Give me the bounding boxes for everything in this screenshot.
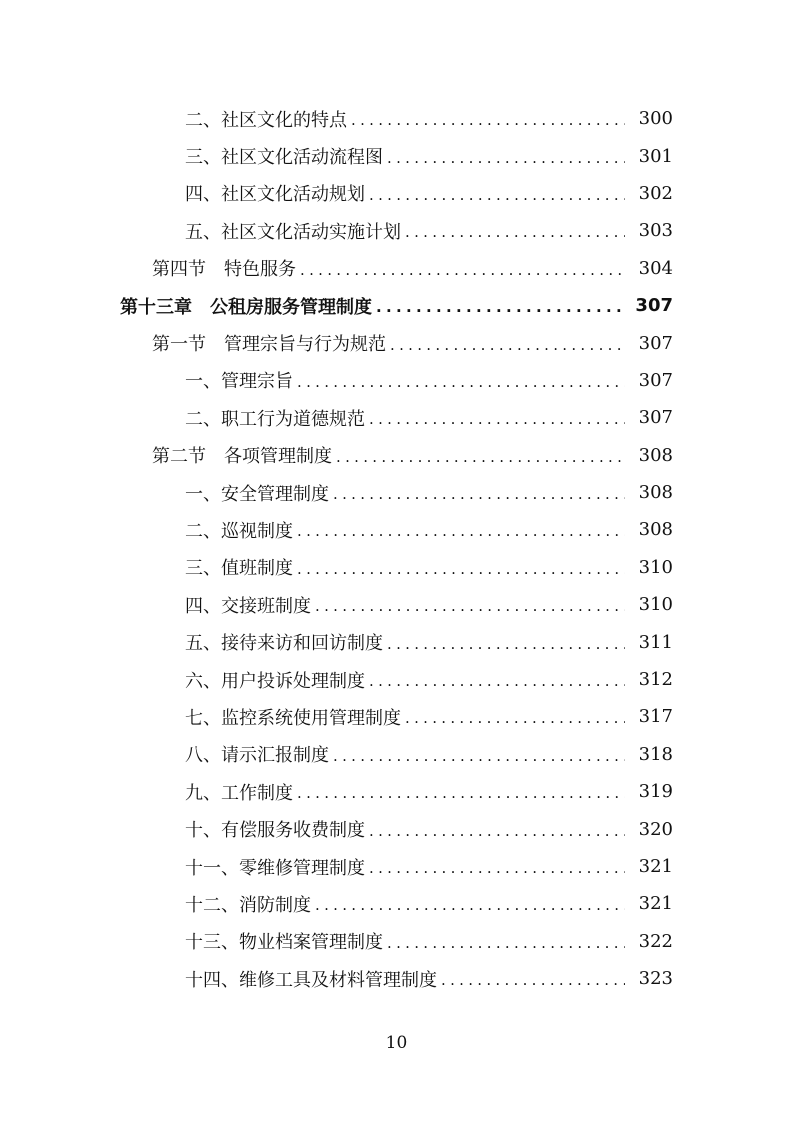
toc-dot-leader [351,108,625,129]
toc-entry[interactable] [0,212,793,249]
toc-dot-leader [369,407,625,428]
toc-dot-leader [297,519,625,540]
toc-dot-leader [405,706,625,727]
toc-entry-page: 307 [638,369,673,391]
toc-entry[interactable] [0,810,793,847]
toc-entry-page: 322 [638,930,673,952]
toc-entry[interactable] [0,399,793,436]
toc-dot-leader [387,931,625,952]
toc-entry-title: 三、值班制度 [185,558,293,580]
table-of-contents [0,100,793,997]
toc-entry-page: 319 [638,781,673,803]
toc-entry-title: 四、交接班制度 [185,595,311,617]
toc-entry-title: 十三、物业档案管理制度 [185,932,383,954]
toc-entry-title: 三、社区文化活动流程图 [185,147,383,169]
toc-entry-title: 一、安全管理制度 [185,483,329,505]
toc-entry-title: 第二节 各项管理制度 [152,446,332,468]
page-number: 10 [385,1033,408,1053]
toc-entry-title: 二、职工行为道德规范 [185,408,365,430]
toc-dot-leader [369,669,625,690]
toc-entry-page: 323 [638,968,673,990]
toc-entry-title: 五、接待来访和回访制度 [185,633,383,655]
toc-entry[interactable] [0,474,793,511]
toc-entry-title: 二、社区文化的特点 [185,109,347,131]
toc-dot-leader [297,557,625,578]
toc-entry-page: 303 [638,220,673,242]
toc-dot-leader [336,445,625,466]
toc-dot-leader [387,146,625,167]
toc-entry-title: 一、管理宗旨 [185,371,293,393]
toc-entry-page: 301 [638,145,673,167]
toc-dot-leader [297,370,625,391]
toc-entry-title: 第四节 特色服务 [152,259,296,281]
toc-entry-page: 318 [638,743,673,765]
toc-dot-leader [297,781,625,802]
toc-dot-leader [441,968,625,989]
toc-entry[interactable] [0,736,793,773]
toc-section-entry[interactable] [0,437,793,474]
toc-entry[interactable] [0,923,793,960]
toc-entry-page: 308 [638,444,673,466]
toc-entry[interactable] [0,773,793,810]
toc-entry-page: 307 [638,332,673,354]
toc-entry[interactable] [0,848,793,885]
toc-entry-page: 308 [638,519,673,541]
toc-dot-leader [315,893,625,914]
toc-entry-page: 310 [638,594,673,616]
toc-dot-leader [387,632,625,653]
toc-entry-title: 七、监控系统使用管理制度 [185,707,401,729]
toc-entry[interactable] [0,511,793,548]
toc-entry-page: 300 [638,108,673,130]
toc-entry[interactable] [0,623,793,660]
toc-entry-title: 九、工作制度 [185,782,293,804]
toc-entry-title: 八、请示汇报制度 [185,745,329,767]
toc-entry-page: 321 [638,856,673,877]
toc-chapter-entry[interactable] [0,287,793,324]
toc-entry-title: 十四、维修工具及材料管理制度 [185,969,437,991]
toc-entry-page: 307 [635,295,673,317]
toc-dot-leader [369,819,625,840]
toc-entry[interactable] [0,100,793,137]
toc-entry[interactable] [0,549,793,586]
toc-entry[interactable] [0,586,793,623]
toc-dot-leader [376,295,625,316]
toc-dot-leader [300,258,625,279]
toc-entry[interactable] [0,362,793,399]
toc-entry-page: 307 [638,407,673,429]
toc-entry[interactable] [0,960,793,997]
toc-section-entry[interactable] [0,324,793,361]
toc-entry[interactable] [0,885,793,922]
toc-entry[interactable] [0,698,793,735]
toc-dot-leader [333,744,625,765]
toc-entry-page: 308 [638,482,673,504]
toc-entry-page: 304 [638,257,673,279]
toc-entry-title: 第十三章 公租房服务管理制度 [120,296,372,318]
toc-entry[interactable] [0,661,793,698]
toc-entry-title: 五、社区文化活动实施计划 [185,221,401,243]
toc-entry-title: 第一节 管理宗旨与行为规范 [152,334,386,356]
toc-dot-leader [315,594,625,615]
toc-section-entry[interactable] [0,250,793,287]
toc-entry-page: 312 [638,669,673,691]
toc-dot-leader [369,183,625,204]
toc-entry-page: 320 [638,818,673,840]
toc-dot-leader [369,856,625,877]
toc-entry-title: 十二、消防制度 [185,894,311,916]
toc-entry[interactable] [0,175,793,212]
toc-entry-title: 二、巡视制度 [185,520,293,542]
toc-entry-page: 302 [638,182,673,204]
toc-entry-page: 317 [638,706,673,728]
toc-entry-title: 四、社区文化活动规划 [185,184,365,206]
toc-entry-title: 十、有偿服务收费制度 [185,820,365,842]
toc-dot-leader [405,220,625,241]
toc-dot-leader [333,482,625,503]
toc-entry-page: 311 [638,631,673,653]
toc-entry-title: 十一、零维修管理制度 [185,857,365,879]
toc-dot-leader [390,333,625,354]
toc-entry-page: 310 [638,556,673,578]
toc-entry-page: 321 [638,893,673,915]
toc-entry-title: 六、用户投诉处理制度 [185,670,365,692]
toc-entry[interactable] [0,137,793,174]
